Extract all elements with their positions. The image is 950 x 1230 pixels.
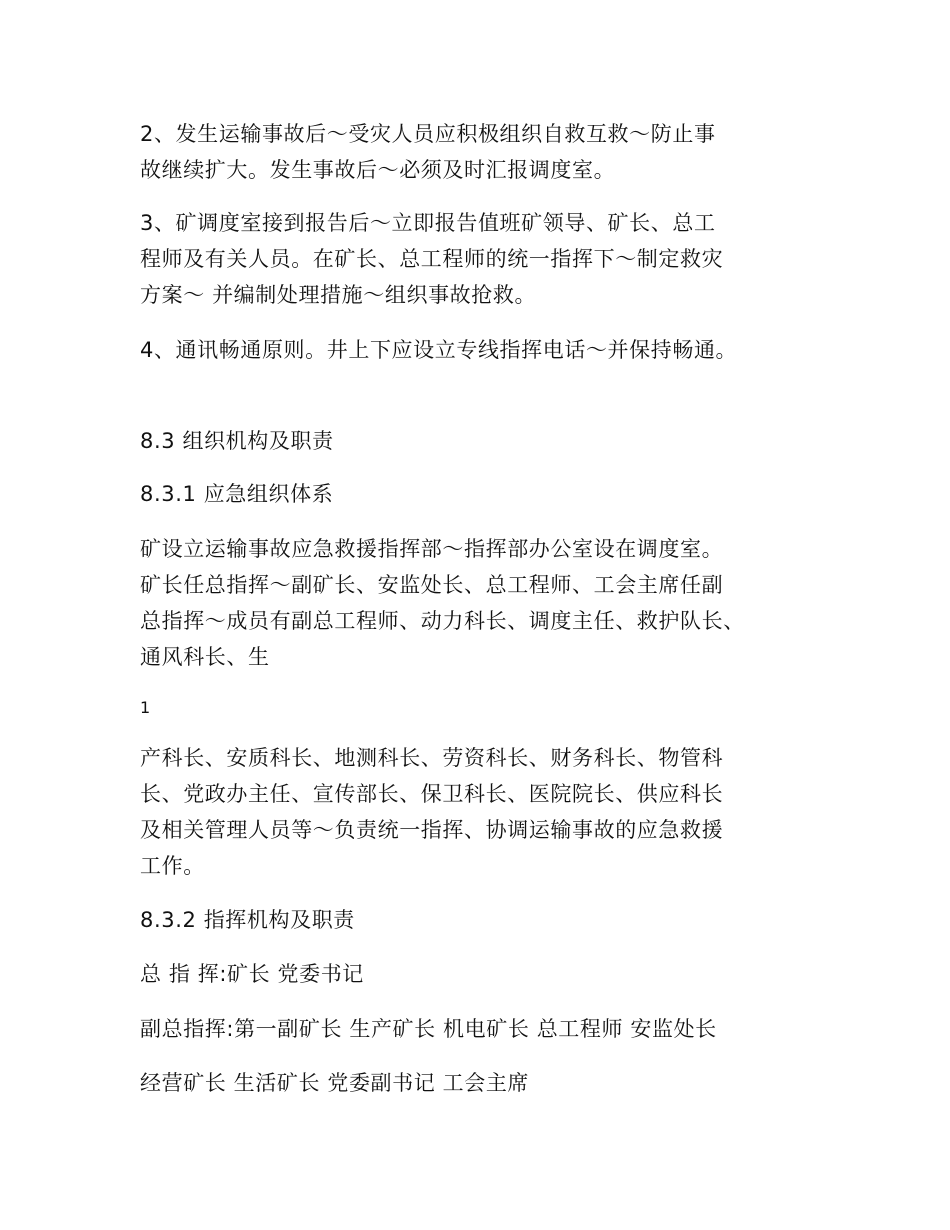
section-heading-8-3: 8.3 组织机构及职责 [140,429,334,453]
commander-line: 总 指 挥:矿长 党委书记 [140,962,364,986]
section-heading-8-3-2: 8.3.2 指挥机构及职责 [140,908,355,932]
paragraph-831b-line-3: 及相关管理人员等～负责统一指挥、协调运输事故的应急救援 [140,818,724,842]
paragraph-831b-line-4: 工作。 [140,854,205,878]
paragraph-831-line-3: 总指挥～成员有副总工程师、动力科长、调度主任、救护队长、 [140,609,745,633]
deputy-commander-continued-line: 经营矿长 生活矿长 党委副书记 工会主席 [140,1071,530,1095]
paragraph-831-line-2: 矿长任总指挥～副矿长、安监处长、总工程师、工会主席任副 [140,573,724,597]
deputy-commander-line: 副总指挥:第一副矿长 生产矿长 机电矿长 总工程师 安监处长 [140,1017,717,1041]
paragraph-3-line-1: 3、矿调度室接到报告后～立即报告值班矿领导、矿长、总工 [140,211,716,235]
paragraph-831b-line-2: 长、党政办主任、宣传部长、保卫科长、医院院长、供应科长 [140,782,724,806]
paragraph-3-line-3: 方案～ 并编制处理措施～组织事故抢救。 [140,283,537,307]
paragraph-3-line-2: 程师及有关人员。在矿长、总工程师的统一指挥下～制定救灾 [140,247,724,271]
section-heading-8-3-1: 8.3.1 应急组织体系 [140,482,334,506]
page-number: 1 [140,698,151,717]
paragraph-4-line-1: 4、通讯畅通原则。井上下应设立专线指挥电话～并保持畅通。 [140,338,738,362]
paragraph-831-line-1: 矿设立运输事故应急救援指挥部～指挥部办公室设在调度室。 [140,537,724,561]
paragraph-831b-line-1: 产科长、安质科长、地测科长、劳资科长、财务科长、物管科 [140,746,724,770]
paragraph-2-line-2: 故继续扩大。发生事故后～必须及时汇报调度室。 [140,158,616,182]
paragraph-831-line-4: 通风科长、生 [140,645,270,669]
paragraph-2-line-1: 2、发生运输事故后～受灾人员应积极组织自救互救～防止事 [140,122,716,146]
